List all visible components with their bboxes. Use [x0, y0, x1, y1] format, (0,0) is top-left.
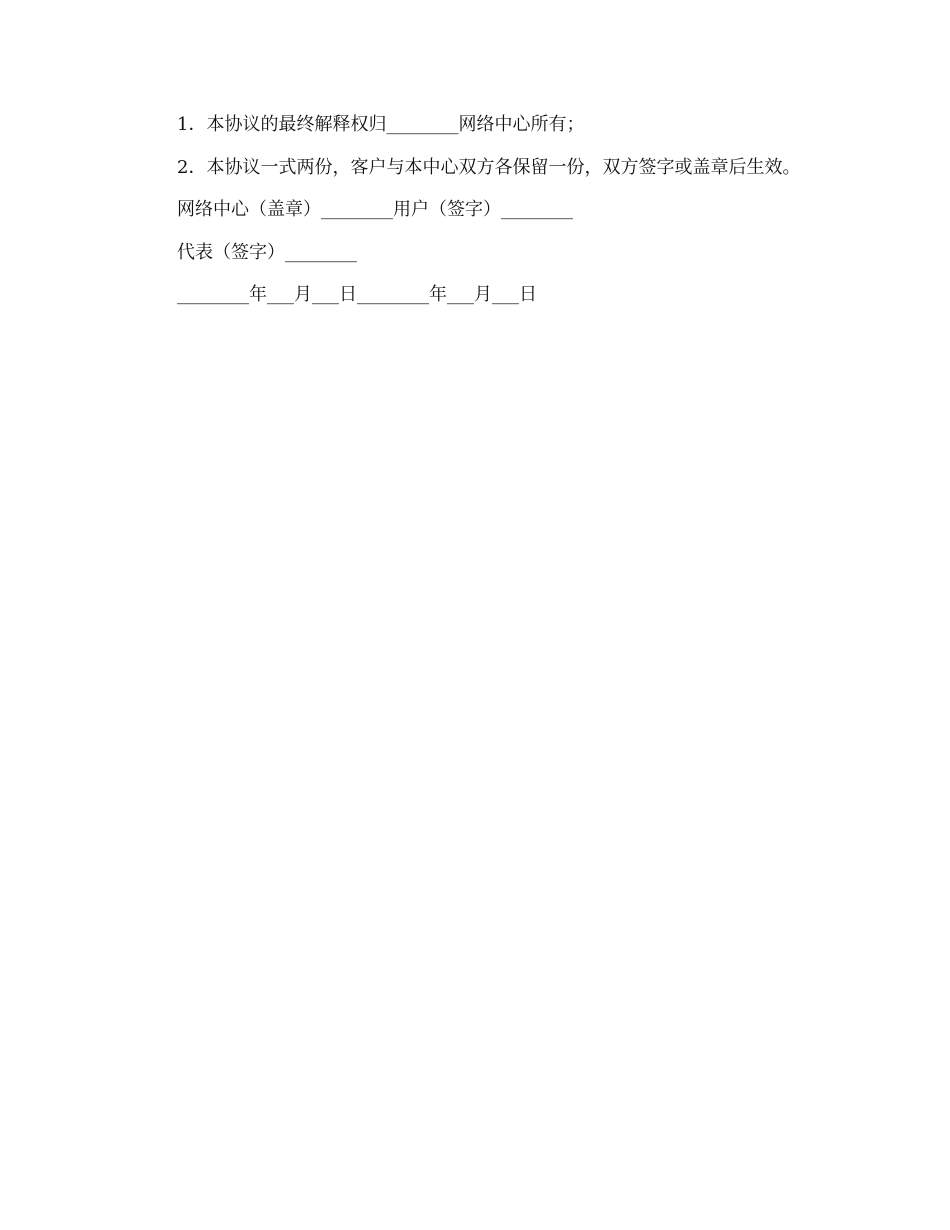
- signature-date-line: ________年___月___日________年___月___日: [177, 284, 537, 305]
- clause-interpretation-right: 1．本协议的最终解释权归________网络中心所有；: [177, 114, 585, 135]
- signature-representative-line: 代表（签字）________: [177, 241, 357, 263]
- document-body: [177, 110, 877, 323]
- clause-copies-validity: 2．本协议一式两份，客户与本中心双方各保留一份，双方签字或盖章后生效。: [177, 156, 801, 178]
- signature-center-user-line: 网络中心（盖章）________用户（签字）________: [177, 199, 573, 220]
